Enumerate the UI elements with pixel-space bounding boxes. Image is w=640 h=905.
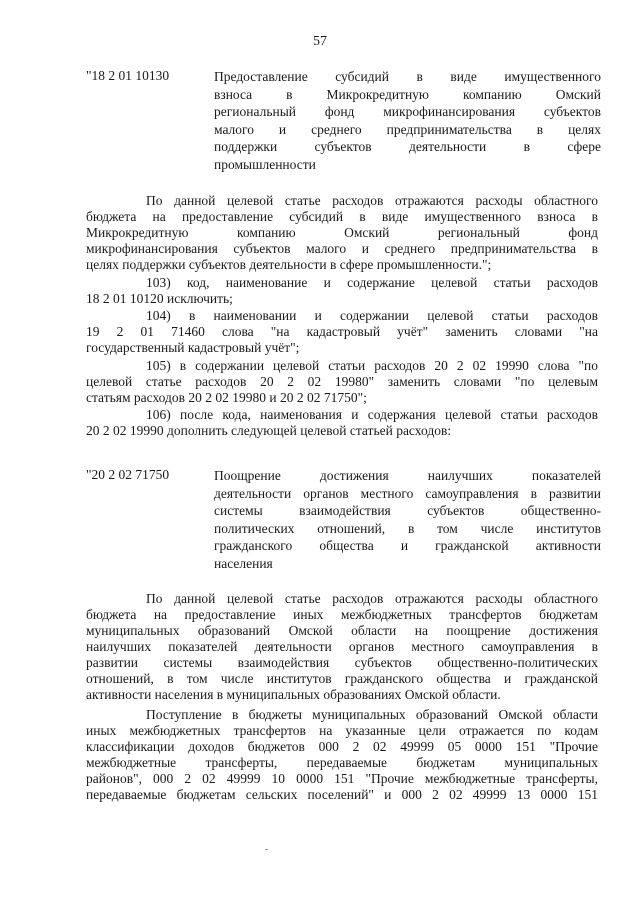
text-line: активности населения в муниципальных образованиях Омской области.	[86, 687, 501, 702]
entry-desc-line: промышленности	[214, 156, 316, 172]
item-103	[86, 275, 598, 307]
text-line: муниципальных образований Омской области на поощрение достижения	[86, 623, 598, 638]
text-line: районов", 000 2 02 49999 10 0000 151 "Прочие межбюджетные трансферты,	[86, 771, 598, 786]
entry-desc-line: политических отношений, в том числе институтов	[214, 520, 601, 536]
text-line: межбюджетные трансферты, передаваемые бюджетам муниципальных	[86, 755, 598, 770]
entry-code: "20 2 02 71750	[86, 467, 170, 482]
text-line: иных межбюджетных трансфертов на указанные цели отражается по кодам	[86, 723, 598, 738]
item-105	[86, 358, 598, 406]
text-line: 103) код, наименование и содержание целевой статьи расходов	[146, 275, 598, 290]
text-line: 106) после кода, наименования и содержания целевой статьи расходов	[146, 407, 598, 422]
entry-desc-line: региональный фонд микрофинансирования субъектов	[214, 104, 601, 119]
text-line: По данной целевой статье расходов отражаются расходы областного	[146, 193, 598, 208]
text-line: Микрокредитную компанию Омский региональный фонд	[86, 225, 598, 240]
entry-desc-line: взноса в Микрокредитную компанию Омский	[214, 86, 601, 102]
text-line: классификации доходов бюджетов 000 2 02 49999 05 0000 151 "Прочие	[86, 739, 598, 754]
entry-desc-line: Предоставление субсидий в виде имущественного	[214, 69, 601, 84]
text-line: развитии системы взаимодействия субъектов общественно-политических	[86, 655, 598, 670]
text-line: микрофинансирования субъектов малого и среднего предпринимательства в	[86, 241, 598, 256]
text-line: бюджета на предоставление субсидий в виде имущественного взноса в	[86, 209, 598, 224]
text-line: наилучших показателей деятельности органов местного самоуправления в	[86, 639, 598, 654]
text-line: статьям расходов 20 2 02 19980 и 20 2 02 71750";	[86, 390, 367, 405]
text-line: отношений, в том числе институтов гражданского общества и гражданской	[86, 671, 598, 686]
entry-desc-line: населения	[214, 555, 273, 571]
text-line: бюджета на предоставление иных межбюджетных трансфертов бюджетам	[86, 607, 598, 622]
text-line: целевой статье расходов 20 2 02 19980" заменить словами "по целевым	[86, 374, 598, 389]
text-line: 18 2 01 10120 исключить;	[86, 291, 233, 306]
text-line: 20 2 02 19990 дополнить следующей целевой статьей расходов:	[86, 423, 452, 438]
entry-description	[214, 68, 601, 173]
entry-desc-line: Поощрение достижения наилучших показателей	[214, 468, 601, 483]
paragraph-expenses-description-2	[86, 591, 598, 703]
entry-desc-line: поддержки субъектов деятельности в сфере	[214, 139, 601, 154]
entry-desc-line: малого и среднего предпринимательства в целях	[214, 121, 601, 137]
entry-desc-line: деятельности органов местного самоуправления в развитии	[214, 485, 601, 501]
entry-desc-line: системы взаимодействия субъектов общественно-	[214, 503, 601, 518]
text-line: целях поддержки субъектов деятельности в сфере промышленности.";	[86, 257, 492, 272]
entry-description	[214, 467, 601, 572]
entry-desc-line: гражданского общества и гражданской активности	[214, 538, 601, 553]
page-number: 57	[313, 34, 327, 49]
item-106	[86, 407, 598, 439]
text-line: 104) в наименовании и содержании целевой статьи расходов	[146, 308, 598, 323]
entry-code: "18 2 01 10130	[86, 68, 170, 83]
paragraph-expenses-description-1	[86, 193, 598, 273]
paragraph-revenue-classification	[86, 707, 598, 803]
scan-speck	[265, 849, 268, 850]
text-line: передаваемые бюджетам сельских поселений" и 000 2 02 49999 13 0000 151	[86, 787, 598, 802]
text-line: государственный кадастровый учёт";	[86, 340, 300, 355]
text-line: 105) в содержании целевой статьи расходов 20 2 02 19990 слова "по	[146, 358, 598, 373]
text-line: 19 2 01 71460 слова "на кадастровый учёт" заменить словами "на	[86, 324, 598, 339]
text-line: Поступление в бюджеты муниципальных образований Омской области	[146, 707, 598, 722]
item-104	[86, 308, 598, 356]
text-line: По данной целевой статье расходов отражаются расходы областного	[146, 591, 598, 606]
